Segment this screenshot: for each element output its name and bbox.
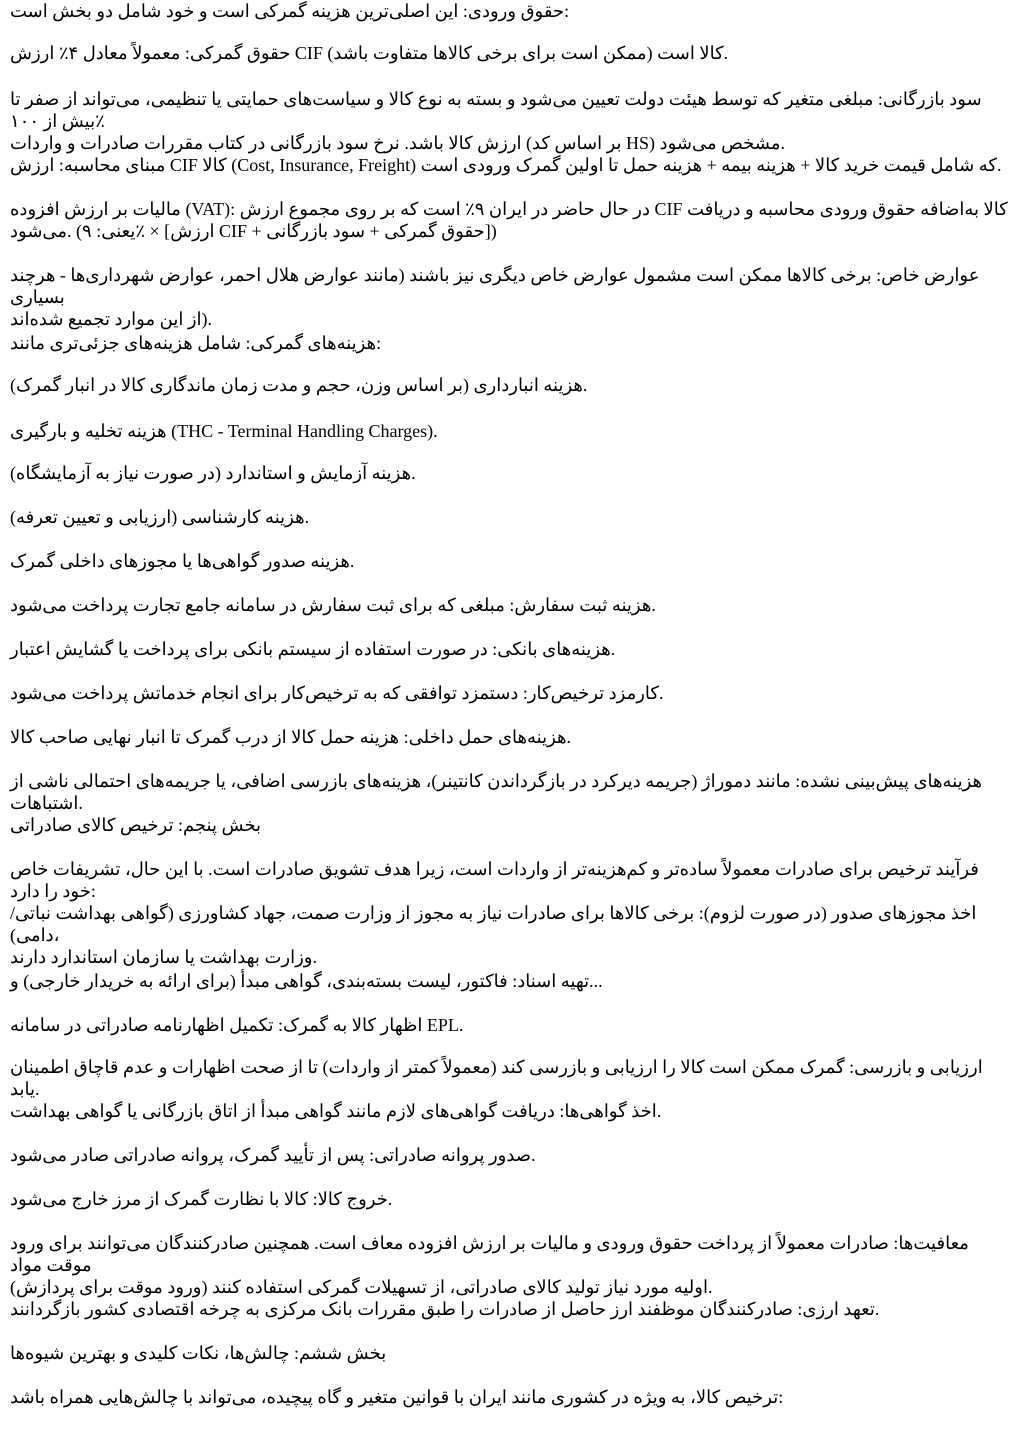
paragraph-line: هزینه کارشناسی (ارزیابی و تعیین تعرفه). (10, 507, 310, 527)
paragraph (10, 42, 1010, 64)
paragraph-line: تعهد ارزی: صادرکنندگان موظفند ارز حاصل از صادرات را طبق مقررات بانک مرکزی به چرخه اقتصادی کشور بازگردانند. (10, 1299, 880, 1319)
paragraph (10, 0, 1010, 22)
paragraph-line: ترخیص کالا، به ویژه در کشوری مانند ایران با قوانین متغیر و گاه پیچیده، می‌تواند با چالش‌هایی همراه باشد: (10, 1387, 784, 1407)
paragraph (10, 506, 1010, 528)
paragraph-line: ارزیابی و بازرسی: گمرک ممکن است کالا را ارزیابی و بازرسی کند (معمولاً کمتر از واردات) تا از صحت اظهارات و عدم قاچاق اطمینان یابد. (10, 1057, 983, 1099)
paragraph (10, 1014, 1010, 1036)
paragraph (10, 970, 1010, 992)
paragraph (10, 1298, 1010, 1320)
paragraph-line: حقوق گمرکی: معمولاً معادل ۴٪ ارزش CIF کالا است (ممکن است برای برخی کالاها متفاوت باشد). (10, 43, 729, 63)
paragraph (10, 594, 1010, 616)
paragraph-line: هزینه‌های گمرکی: شامل هزینه‌های جزئی‌تری مانند: (10, 333, 382, 353)
paragraph-line: بخش پنجم: ترخیص کالای صادراتی (10, 815, 262, 835)
paragraph (10, 1232, 1010, 1298)
paragraph (10, 1188, 1010, 1210)
paragraph-line: سود بازرگانی: مبلغی متغیر که توسط هیئت دولت تعیین می‌شود و بسته به نوع کالا و سیاست‌های حمایتی یا تنظیمی، می‌تواند از صفر تا بیش از ۱۰۰٪ (10, 89, 982, 131)
paragraph-line: معافیت‌ها: صادرات معمولاً از پرداخت حقوق ورودی و مالیات بر ارزش افزوده معاف است. همچنین صادرکنندگان می‌توانند برای ورود موقت مواد (10, 1233, 969, 1275)
paragraph (10, 420, 1010, 442)
paragraph-line: کارمزد ترخیص‌کار: دستمزد توافقی که به ترخیص‌کار برای انجام خدماتش پرداخت می‌شود. (10, 683, 664, 703)
paragraph-line: هزینه صدور گواهی‌ها یا مجوزهای داخلی گمرک. (10, 551, 355, 571)
paragraph (10, 198, 1010, 242)
paragraph-line: اخذ مجوزهای صدور (در صورت لزوم): برخی کالاها برای صادرات نیاز به مجوز از وزارت صمت، جهاد کشاورزی (گواهی بهداشت نباتی/دامی)، (10, 903, 977, 945)
paragraph (10, 902, 1010, 968)
paragraph (10, 264, 1010, 330)
paragraph-line: بخش ششم: چالش‌ها، نکات کلیدی و بهترین شیوه‌ها (10, 1343, 387, 1363)
paragraph (10, 88, 1010, 154)
paragraph (10, 1386, 1010, 1408)
paragraph (10, 638, 1010, 660)
paragraph-line: اظهار کالا به گمرک: تکمیل اظهارنامه صادراتی در سامانه EPL. (10, 1015, 464, 1035)
paragraph-line: هزینه انبارداری (بر اساس وزن، حجم و مدت زمان ماندگاری کالا در انبار گمرک). (10, 375, 588, 395)
paragraph-line: هزینه‌های بانکی: در صورت استفاده از سیستم بانکی برای پرداخت یا گشایش اعتبار. (10, 639, 616, 659)
paragraph (10, 726, 1010, 748)
paragraph-line: اولیه مورد نیاز تولید کالای صادراتی، از تسهیلات گمرکی استفاده کنند (ورود موقت برای پردازش). (10, 1277, 713, 1297)
paragraph-line: هزینه تخلیه و بارگیری (THC - Terminal Handling Charges). (10, 421, 438, 441)
paragraph-line: هزینه آزمایش و استاندارد (در صورت نیاز به آزمایشگاه). (10, 463, 416, 483)
paragraph (10, 770, 1010, 814)
paragraph-line: فرآیند ترخیص برای صادرات معمولاً ساده‌تر و کم‌هزینه‌تر از واردات است، زیرا هدف تشویق صادرات است. با این حال، تشریفات خاص خود را دارد: (10, 859, 979, 901)
paragraph (10, 332, 1010, 354)
paragraph (10, 858, 1010, 902)
paragraph-line: صدور پروانه صادراتی: پس از تأیید گمرک، پروانه صادراتی صادر می‌شود. (10, 1145, 536, 1165)
paragraph (10, 1144, 1010, 1166)
paragraph (10, 814, 1010, 836)
paragraph (10, 1056, 1010, 1100)
paragraph-line: اخذ گواهی‌ها: دریافت گواهی‌های لازم مانند گواهی مبدأ از اتاق بازرگانی یا گواهی بهداشت. (10, 1101, 662, 1121)
paragraph-line: مبنای محاسبه: ارزش CIF کالا (Cost, Insurance, Freight) که شامل قیمت خرید کالا + هزینه بیمه + هزینه حمل تا اولین گمرک ورودی است. (10, 155, 1002, 175)
paragraph (10, 1342, 1010, 1364)
paragraph-line: عوارض خاص: برخی کالاها ممکن است مشمول عوارض خاص دیگری نیز باشند (مانند عوارض هلال احمر، عوارض شهرداری‌ها - هرچند بسیاری (10, 265, 980, 307)
paragraph-line: خروج کالا: کالا با نظارت گمرک از مرز خارج می‌شود. (10, 1189, 393, 1209)
paragraph-line: هزینه‌های پیش‌بینی نشده: مانند دموراژ (جریمه دیرکرد در بازگرداندن کانتینر)، هزینه‌های بازرسی اضافی، یا جریمه‌های احتمالی ناشی از اشتباهات. (10, 771, 983, 813)
paragraph (10, 154, 1010, 176)
paragraph (10, 374, 1010, 396)
paragraph (10, 1100, 1010, 1122)
paragraph-line: از این موارد تجمیع شده‌اند). (10, 309, 213, 329)
paragraph-line: می‌شود. (یعنی: ۹٪ × [ارزش CIF + حقوق گمرکی + سود بازرگانی]) (10, 221, 497, 241)
paragraph (10, 550, 1010, 572)
paragraph-line: هزینه‌های حمل داخلی: هزینه حمل کالا از درب گمرک تا انبار نهایی صاحب کالا. (10, 727, 572, 747)
paragraph (10, 462, 1010, 484)
paragraph (10, 682, 1010, 704)
paragraph-line: مالیات بر ارزش افزوده (VAT): در حال حاضر در ایران ۹٪ است که بر روی مجموع ارزش CIF کالا به‌اضافه حقوق ورودی محاسبه و دریافت (10, 199, 1008, 219)
paragraph-line: تهیه اسناد: فاکتور، لیست بسته‌بندی، گواهی مبدأ (برای ارائه به خریدار خارجی) و... (10, 971, 603, 991)
paragraph-line: ارزش کالا باشد. نرخ سود بازرگانی در کتاب مقررات صادرات و واردات (بر اساس کد HS) مشخص می‌شود. (10, 133, 785, 153)
paragraph-line: هزینه ثبت سفارش: مبلغی که برای ثبت سفارش در سامانه جامع تجارت پرداخت می‌شود. (10, 595, 656, 615)
paragraph-line: وزارت بهداشت یا سازمان استاندارد دارند. (10, 947, 317, 967)
paragraph-line: حقوق ورودی: این اصلی‌ترین هزینه گمرکی است و خود شامل دو بخش است: (10, 1, 570, 21)
